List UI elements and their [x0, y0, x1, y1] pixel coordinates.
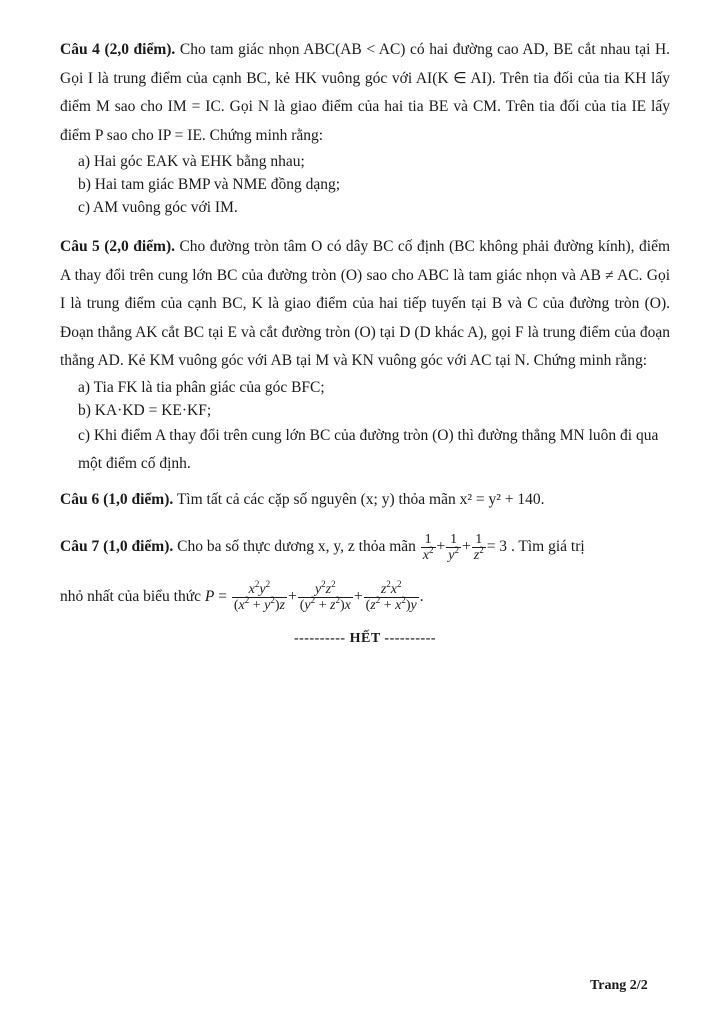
page-number: Trang 2/2 — [590, 978, 648, 993]
question-6-body: Tìm tất cả các cặp số nguyên (x; y) thỏa mãn x² = y² + 140. — [176, 490, 545, 508]
question-7-expression-line — [60, 577, 670, 617]
question-7-line2: nhỏ nhất của biểu thức — [60, 588, 201, 605]
question-7-tail: . Tìm giá trị — [510, 538, 585, 556]
question-6-text — [60, 486, 670, 515]
question-5-part-c: c) Khi điểm A thay đổi trên cung lớn BC của đường tròn (O) thì đường thẳng MN luôn đi qua một điểm cố định. — [78, 426, 659, 472]
question-4-part-a: a) Hai góc EAK và EHK bằng nhau; — [78, 153, 305, 170]
question-7 — [60, 532, 670, 617]
question-4-part-c: c) AM vuông góc với IM. — [78, 199, 238, 216]
question-7-expression: P = $\frac{x^2y^2}{(x^2 + y^2)z}$ + $\frac{y^2z^2}{(y^2 + z^2)x}$ + $\frac{z^2x^2}{(z^2 + x^2)y}$ . — [204, 578, 424, 613]
question-5-part-a: a) Tia FK là tia phân giác của góc BFC; — [78, 378, 325, 396]
question-4-body: Cho tam giác nhọn ABC(AB < AC) có hai đường cao AD, BE cắt nhau tại H. Gọi I là trung điểm của cạnh BC, kẻ HK vuông góc với AI(K ∈ AI). Trên tia đối của tia KH lấy điểm M sao cho IM = IC. Gọi N là giao điểm của hai tia BE và CM. Trên tia đối của tia IE lấy điểm P sao cho IP = IE. Chứng minh rằng: — [60, 41, 671, 144]
question-6-label: Câu 6 (1,0 điểm). — [60, 490, 174, 508]
question-4-label: Câu 4 (2,0 điểm). — [60, 41, 176, 58]
question-7-text — [60, 532, 670, 563]
question-4-text — [60, 36, 670, 150]
end-marker: ---------- HẾT ---------- — [293, 631, 437, 646]
question-5-body: Cho đường tròn tâm O có dây BC cố định (BC không phải đường kính), điểm A thay đổi trên cung lớn BC của đường tròn (O) sao cho ABC là tam giác nhọn và AB ≠ AC. Gọi I là trung điểm của cạnh BC, K là giao điểm của hai tiếp tuyến tại B và C của đường tròn (O). Đoạn thẳng AK cắt BC tại E và cắt đường tròn (O) tại D (D khác A), gọi F là trung điểm của đoạn thẳng AD. Kẻ KM vuông góc với AB tại M và KN vuông góc với AC tại N. Chứng minh rằng: — [60, 238, 671, 369]
exam-page — [60, 36, 670, 647]
question-4 — [60, 36, 670, 219]
question-7-body: Cho ba số thực dương x, y, z thỏa mãn — [177, 538, 416, 556]
question-5 — [60, 233, 670, 478]
question-5-label: Câu 5 (2,0 điểm). — [60, 238, 175, 255]
question-7-label: Câu 7 (1,0 điểm). — [60, 538, 174, 556]
question-7-condition: $\frac{1}{x^2}$ + $\frac{1}{y^2}$ + $\frac{1}{z^2}$ = 3 — [422, 532, 511, 563]
question-5-part-b: b) KA·KD = KE·KF; — [78, 401, 212, 419]
question-5-text — [60, 233, 670, 376]
question-4-part-b: b) Hai tam giác BMP và NME đồng dạng; — [78, 176, 341, 193]
question-6 — [60, 486, 670, 515]
